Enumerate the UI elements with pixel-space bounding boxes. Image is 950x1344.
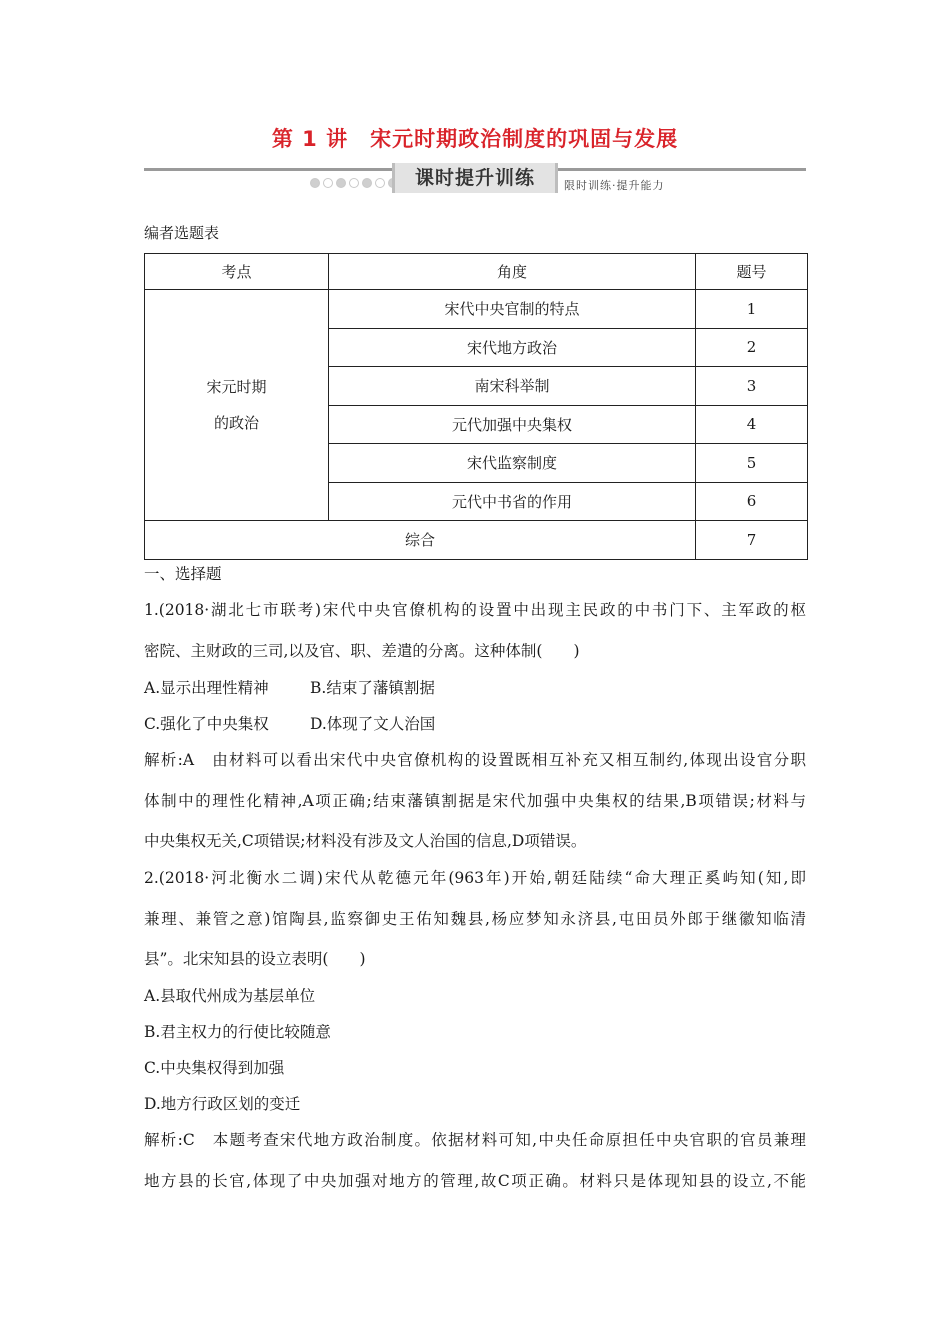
section-heading: 一、选择题 [144, 565, 222, 583]
option-b: B.君主权力的行使比较随意 [144, 1023, 331, 1041]
question-1-stem: 1.(2018·湖北七市联考)宋代中央官僚机构的设置中出现主民政的中书门下、主军政的枢 [144, 601, 806, 619]
angle-cell: 南宋科举制 [329, 367, 696, 406]
option-a: A.显示出理性精神 [144, 679, 269, 697]
dot-icon [375, 178, 385, 188]
header-cell: 角度 [329, 254, 696, 290]
header-cell: 考点 [145, 254, 329, 290]
angle-cell: 宋代中央官制的特点 [329, 290, 696, 329]
angle-cell: 元代加强中央集权 [329, 405, 696, 444]
number-cell: 1 [696, 290, 808, 329]
topic-line: 宋元时期 [206, 378, 267, 396]
question-1-explanation: 解析:A 由材料可以看出宋代中央官僚机构的设置既相互补充又相互制约,体现出设官分职 [144, 751, 806, 769]
question-1-explanation: 中央集权无关,C项错误;材料没有涉及文人治国的信息,D项错误。 [144, 832, 587, 850]
banner-label: 课时提升训练 [392, 163, 558, 193]
topic-cell [145, 290, 329, 521]
angle-cell: 宋代地方政治 [329, 328, 696, 367]
dot-icon [310, 178, 320, 188]
question-2-explanation: 解析:C 本题考查宋代地方政治制度。依据材料可知,中央任命原担任中央官职的官员兼理 [144, 1131, 806, 1149]
table-header-row [145, 254, 808, 290]
dot-icon [349, 178, 359, 188]
number-cell: 3 [696, 367, 808, 406]
banner-subtitle: 限时训练·提升能力 [564, 179, 665, 192]
table-row [145, 290, 808, 329]
angle-cell: 元代中书省的作用 [329, 482, 696, 521]
table-summary-row [145, 521, 808, 560]
banner-dots [310, 178, 398, 188]
option-d: D.地方行政区划的变迁 [144, 1095, 301, 1113]
option-b: B.结束了藩镇割据 [310, 679, 435, 697]
question-2-explanation: 地方县的长官,体现了中央加强对地方的管理,故C项正确。材料只是体现知县的设立,不能 [144, 1172, 806, 1190]
dot-icon [336, 178, 346, 188]
number-cell: 2 [696, 328, 808, 367]
option-c: C.强化了中央集权 [144, 715, 269, 733]
number-cell: 6 [696, 482, 808, 521]
dot-icon [323, 178, 333, 188]
question-2-stem: 兼理、兼管之意)馆陶县,监察御史王佑知魏县,杨应梦知永济县,屯田员外郎于继徽知临清 [144, 910, 806, 928]
option-a: A.县取代州成为基层单位 [144, 987, 316, 1005]
question-2-stem: 2.(2018·河北衡水二调)宋代从乾德元年(963年)开始,朝廷陆续“命大理正奚屿知(知,即 [144, 869, 806, 887]
topic-selection-table [144, 253, 808, 560]
angle-cell: 宋代监察制度 [329, 444, 696, 483]
header-cell: 题号 [696, 254, 808, 290]
page-title: 第 1 讲 宋元时期政治制度的巩固与发展 [271, 127, 679, 151]
dot-icon [362, 178, 372, 188]
question-1-stem: 密院、主财政的三司,以及官、职、差遣的分离。这种体制( ) [144, 642, 580, 660]
number-cell: 7 [696, 521, 808, 560]
question-2-stem: 县”。北宋知县的设立表明( ) [144, 950, 366, 968]
number-cell: 4 [696, 405, 808, 444]
question-1-explanation: 体制中的理性化精神,A项正确;结束藩镇割据是宋代加强中央集权的结果,B项错误;材料与 [144, 792, 806, 810]
option-d: D.体现了文人治国 [310, 715, 436, 733]
topic-line: 的政治 [213, 414, 259, 432]
number-cell: 5 [696, 444, 808, 483]
option-c: C.中央集权得到加强 [144, 1059, 285, 1077]
summary-cell: 综合 [145, 521, 696, 560]
table-caption: 编者选题表 [144, 224, 220, 242]
